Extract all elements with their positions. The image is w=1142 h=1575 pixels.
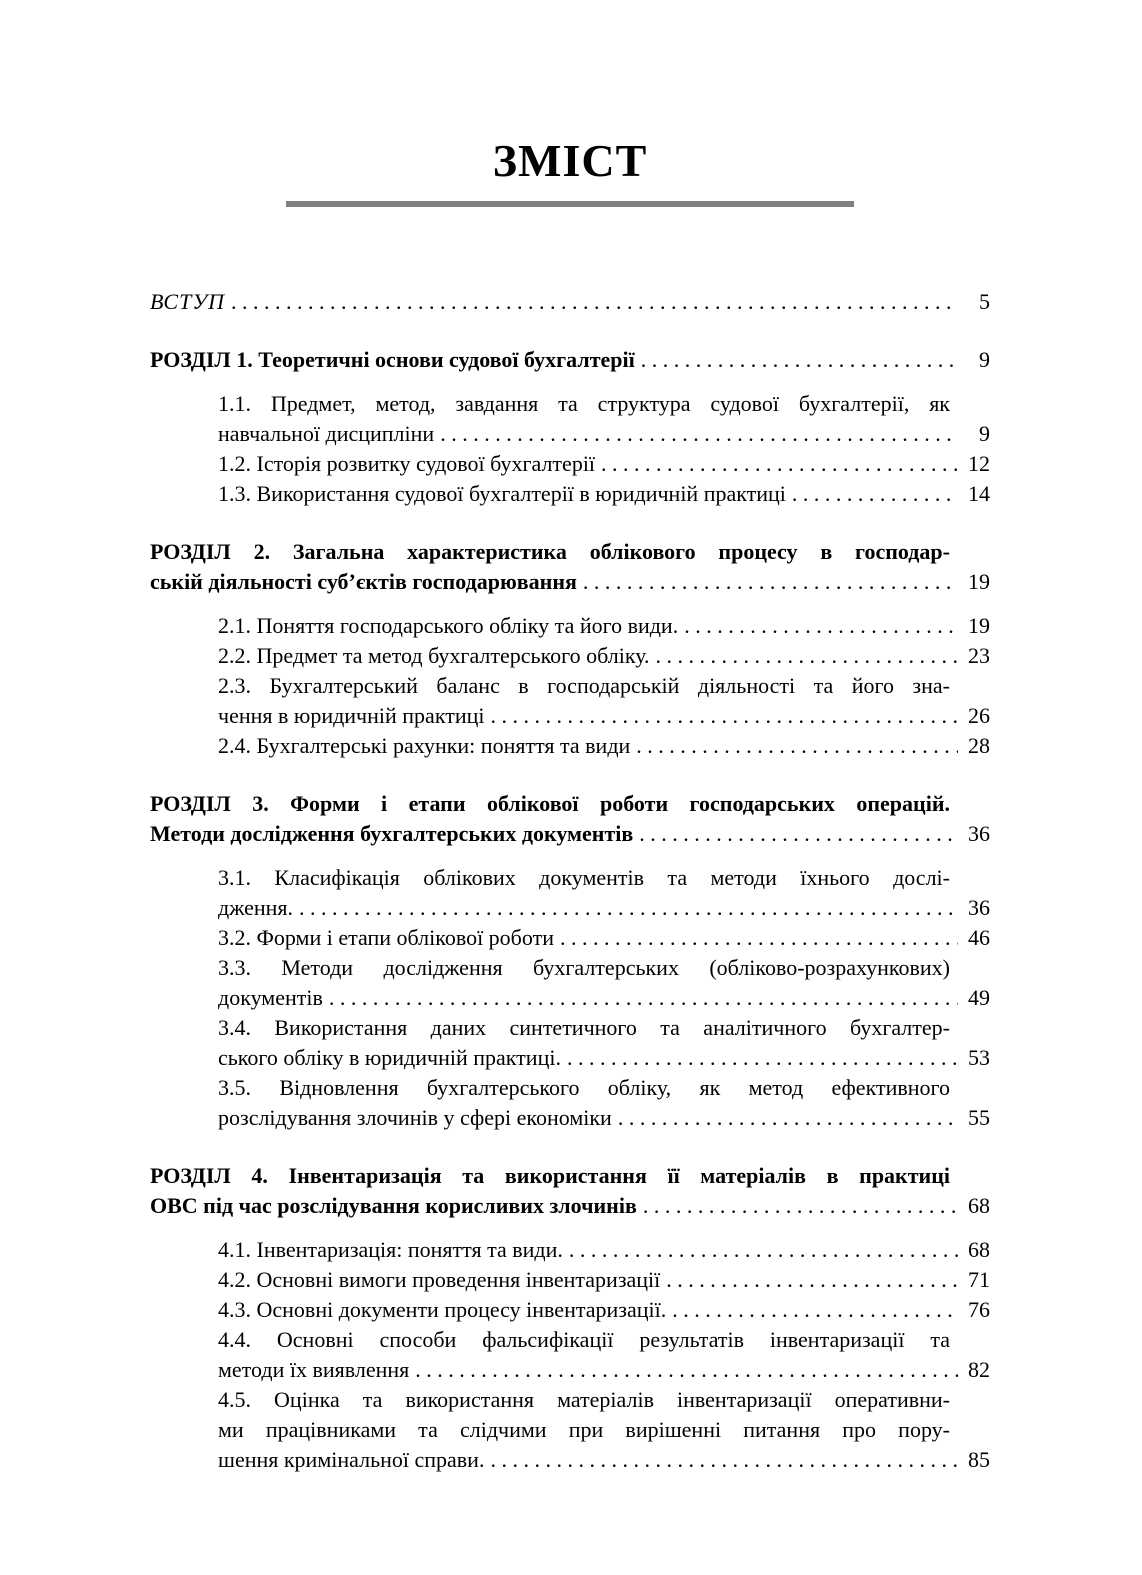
toc-entry-text: ській діяльності суб’єктів господарювання [150,568,577,594]
toc-line [218,893,990,923]
page-number: 23 [968,642,990,668]
dot-leader [560,923,958,953]
toc-entry [150,789,990,849]
toc-entry-text: 1.2. Історія розвитку судової бухгалтерії [218,450,596,476]
toc-line [218,1445,990,1475]
page-number: 76 [968,1296,990,1322]
toc-line [218,923,990,953]
toc-entry [150,1295,990,1325]
dot-leader [583,567,958,597]
toc-entry-text: 4.5. Оцінка та використання матеріалів інвентаризації оперативни- [218,1386,950,1412]
toc-entry-text: 1.1. Предмет, метод, завдання та структура судової бухгалтерії, як [218,390,950,416]
dot-leader [684,611,958,641]
page-number: 82 [968,1356,990,1382]
toc-entry [150,449,990,479]
page-number: 68 [968,1236,990,1262]
toc-line [218,671,990,701]
page-number: 19 [968,568,990,594]
page-title: ЗМІСТ [492,135,648,186]
toc-entry-text: РОЗДІЛ 3. Форми і етапи облікової роботи господарських операцій. [150,790,950,816]
dot-leader [231,287,958,317]
toc-entry-text: чення в юридичній практиці [218,702,485,728]
toc-entry-text: 2.4. Бухгалтерські рахунки: поняття та види [218,732,631,758]
toc-entry-text: навчальної дисципліни [218,420,435,446]
page-number: 36 [968,894,990,920]
dot-leader [415,1355,958,1385]
toc-entry-text: методи їх виявлення [218,1356,410,1382]
toc-entry-text: 1.3. Використання судової бухгалтерії в юридичній практиці [218,480,786,506]
dot-leader [299,893,958,923]
page-number: 71 [968,1266,990,1292]
toc-line [218,953,990,983]
toc-line [218,1295,990,1325]
toc-entry-text: 3.1. Класифікація облікових документів та методи їхнього дослі- [218,864,950,890]
toc-line [150,1191,990,1221]
toc-entry-text: 2.2. Предмет та метод бухгалтерського обліку. [218,642,650,668]
dot-leader [601,449,958,479]
toc-line [218,863,990,893]
toc-entry [150,1013,990,1073]
toc-line [218,479,990,509]
page-number: 9 [979,346,990,372]
toc-entry [150,731,990,761]
dot-leader [666,1265,958,1295]
toc-line [218,419,990,449]
dot-leader [643,1191,958,1221]
toc-line [218,1355,990,1385]
toc-line [150,789,990,819]
toc-entry [150,1325,990,1385]
page-number: 49 [968,984,990,1010]
dot-leader [672,1295,958,1325]
page-number: 5 [979,288,990,314]
toc-line [150,567,990,597]
page-number: 26 [968,702,990,728]
toc-entry-text: РОЗДІЛ 4. Інвентаризація та використання її матеріалів в практиці [150,1162,950,1188]
page-number: 85 [968,1446,990,1472]
page-number: 28 [968,732,990,758]
toc-entry [150,345,990,375]
toc-entry [150,1073,990,1133]
toc-entry-text: Методи дослідження бухгалтерських документів [150,820,634,846]
toc-entry [150,641,990,671]
toc-entry [150,923,990,953]
toc-entry-text: шення кримінальної справи. [218,1446,485,1472]
toc-line [218,1103,990,1133]
toc-entry-text: 3.3. Методи дослідження бухгалтерських (обліково-розрахункових) [218,954,950,980]
dot-leader [792,479,958,509]
page-number: 55 [968,1104,990,1130]
dot-leader [440,419,958,449]
toc-line [218,1415,990,1445]
toc-entry-text: 3.2. Форми і етапи облікової роботи [218,924,554,950]
dot-leader [636,731,958,761]
toc-line [218,731,990,761]
toc-line [218,1265,990,1295]
toc-entry-text: 2.1. Поняття господарського обліку та його види. [218,612,679,638]
toc-line [150,345,990,375]
page-number: 9 [979,420,990,446]
toc-entry [150,537,990,597]
page-number: 46 [968,924,990,950]
toc-entry [150,863,990,923]
dot-leader [656,641,958,671]
toc-line [218,701,990,731]
toc-entry [150,287,990,317]
toc-entry-text: 4.3. Основні документи процесу інвентаризації. [218,1296,667,1322]
toc-entry-text: 4.2. Основні вимоги проведення інвентаризації [218,1266,661,1292]
toc-entry-text: 3.5. Відновлення бухгалтерського обліку, як метод ефективного [218,1074,950,1100]
toc-entry [150,389,990,449]
dot-leader [491,701,959,731]
toc-line [218,1073,990,1103]
page-number: 14 [968,480,990,506]
toc-entry [150,479,990,509]
toc-entry-text: 4.4. Основні способи фальсифікації результатів інвентаризації та [218,1326,950,1352]
dot-leader [567,1043,958,1073]
dot-leader [329,983,958,1013]
dot-leader [618,1103,958,1133]
toc-entry-text: ми працівниками та слідчими при вирішенні питання про пору- [218,1416,950,1442]
toc-entry-text: 3.4. Використання даних синтетичного та аналітичного бухгалтер- [218,1014,950,1040]
title-rule [286,201,854,207]
toc-line [150,1161,990,1191]
page-number: 68 [968,1192,990,1218]
toc-entry-text: ОВС під час розслідування корисливих злочинів [150,1192,637,1218]
toc-line [218,1385,990,1415]
page-number: 19 [968,612,990,638]
toc-line [218,611,990,641]
toc-line [218,1325,990,1355]
toc-entry-text: РОЗДІЛ 1. Теоретичні основи судової бухгалтерії [150,346,635,372]
toc-entry-text: розслідування злочинів у сфері економіки [218,1104,612,1130]
page-number: 53 [968,1044,990,1070]
toc-entry [150,953,990,1013]
toc-entry [150,1161,990,1221]
toc-entry-text: РОЗДІЛ 2. Загальна характеристика облікового процесу в господар- [150,538,950,564]
toc-entry-text: дження. [218,894,294,920]
toc-entry-text: документів [218,984,323,1010]
toc-line [150,537,990,567]
toc-entry-text: 4.1. Інвентаризація: поняття та види. [218,1236,563,1262]
toc-entry-text: ВСТУП [150,288,226,314]
toc-entry-text: ського обліку в юридичній практиці. [218,1044,561,1070]
dot-leader [639,819,958,849]
toc-entry [150,611,990,641]
toc-line [150,287,990,317]
dot-leader [641,345,958,375]
toc-entry [150,1265,990,1295]
page-number: 12 [968,450,990,476]
toc-entry [150,1235,990,1265]
dot-leader [569,1235,958,1265]
toc-entry [150,671,990,731]
table-of-contents [150,287,990,1475]
toc-entry [150,1385,990,1475]
toc-line [218,641,990,671]
toc-line [218,1235,990,1265]
toc-line [218,983,990,1013]
toc-line [150,819,990,849]
toc-line [218,1013,990,1043]
toc-line [218,389,990,419]
toc-line [218,449,990,479]
page-number: 36 [968,820,990,846]
dot-leader [490,1445,958,1475]
toc-entry-text: 2.3. Бухгалтерський баланс в господарській діяльності та його зна- [218,672,950,698]
toc-line [218,1043,990,1073]
